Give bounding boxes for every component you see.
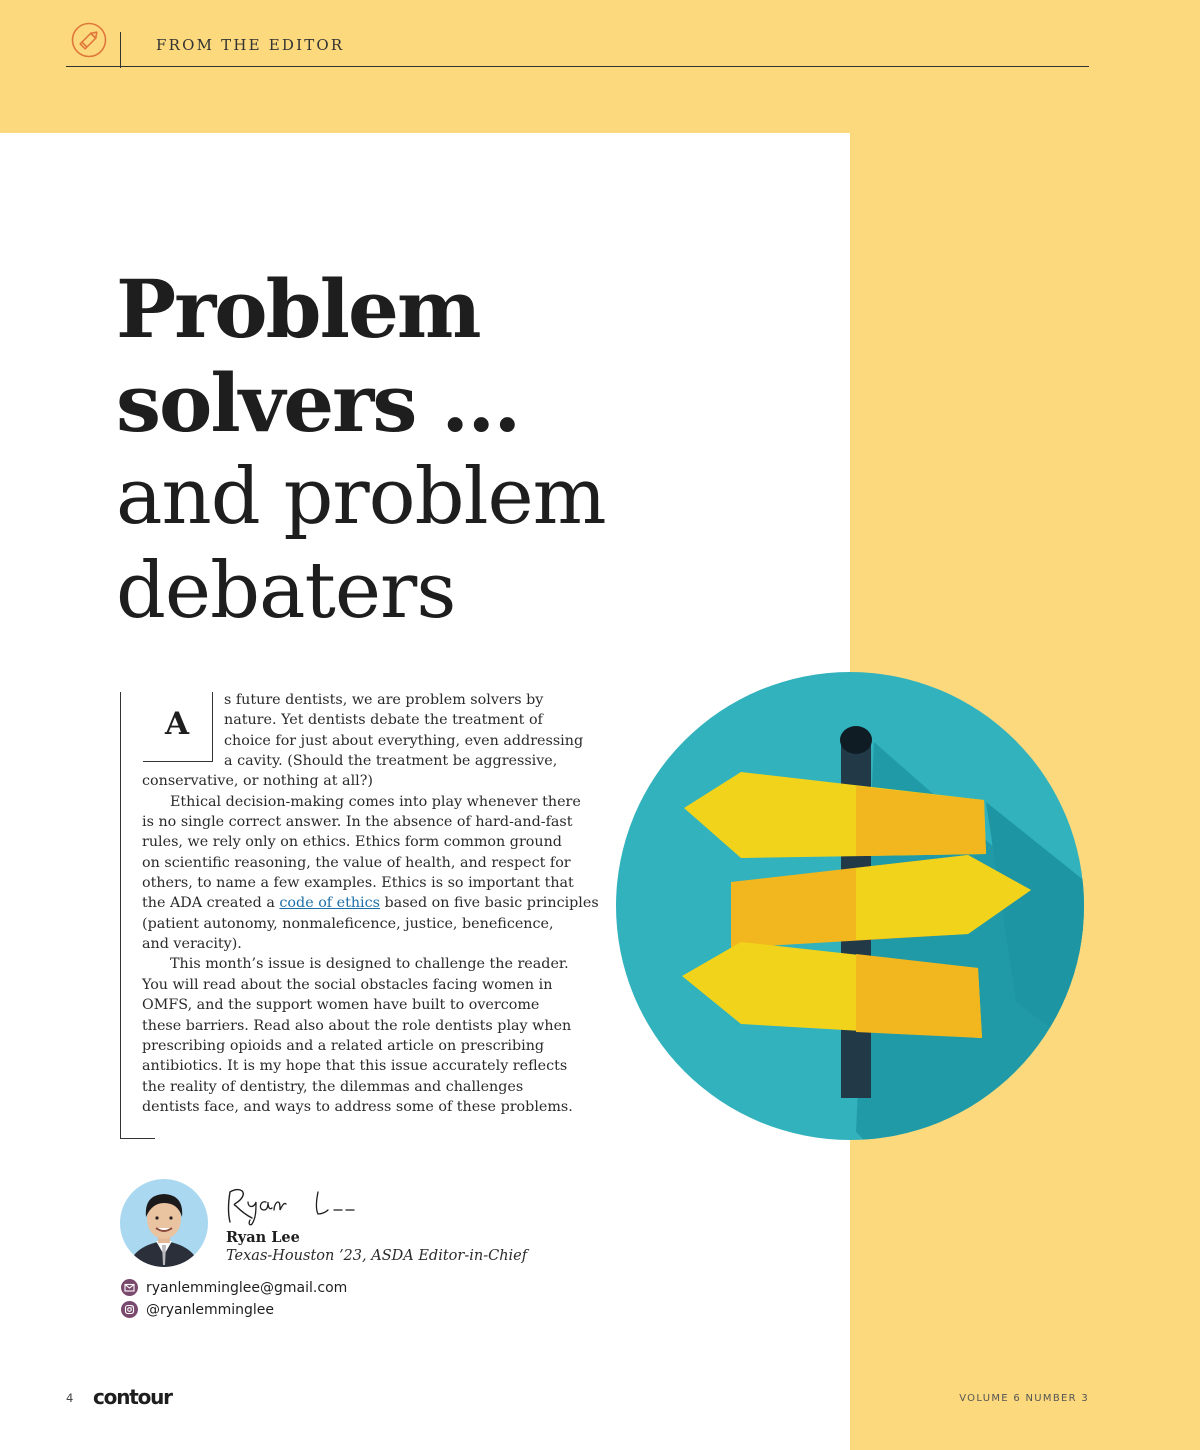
body-line: s future dentists, we are problem solvers by	[224, 692, 544, 708]
author-signature	[222, 1180, 362, 1228]
envelope-icon	[121, 1279, 138, 1296]
body-line: prescribing opioids and a related article on prescribing	[142, 1037, 545, 1054]
body-line: these barriers. Read also about the role dentists play when	[142, 1017, 572, 1034]
header-divider	[120, 32, 121, 68]
drop-cap-letter: A	[165, 706, 190, 742]
body-line: dentists face, and ways to address some of these problems.	[142, 1098, 573, 1115]
article-title	[116, 262, 816, 638]
body-line: choice for just about everything, even addressing	[224, 732, 584, 749]
body-line: a cavity. (Should the treatment be aggressive,	[224, 753, 558, 770]
social-handle[interactable]: @ryanlemminglee	[146, 1301, 275, 1318]
body-line: conservative, or nothing at all?)	[142, 773, 373, 790]
link-lead-text: the ADA created a	[142, 895, 280, 912]
body-line: (patient autonomy, nonmaleficence, justice, beneficence,	[142, 915, 554, 932]
email-contact[interactable]	[121, 1279, 347, 1296]
body-line: on scientific reasoning, the value of health, and respect for	[142, 854, 571, 871]
body-line: antibiotics. It is my hope that this issue accurately reflects	[142, 1058, 568, 1075]
page-number: 4	[66, 1391, 74, 1405]
contour-logo: contour	[93, 1385, 172, 1409]
title-line-1: Problem	[116, 262, 480, 356]
title-line-3: and problem	[116, 452, 606, 542]
body-line: rules, we rely only on ethics. Ethics form common ground	[142, 834, 562, 851]
header-rule	[66, 66, 1089, 67]
body-line: the reality of dentistry, the dilemmas and challenges	[142, 1078, 524, 1095]
section-label: FROM THE EDITOR	[156, 36, 345, 54]
author-avatar	[120, 1179, 208, 1267]
volume-label: VOLUME 6 NUMBER 3	[959, 1393, 1089, 1404]
link-trail-text: based on five basic principles	[379, 895, 599, 912]
body-line-with-link	[142, 893, 599, 913]
body-line: This month’s issue is designed to challenge the reader.	[170, 956, 569, 973]
body-frame-left	[120, 692, 121, 1139]
title-line-2: solvers …	[116, 356, 520, 450]
header-band	[0, 0, 1200, 133]
title-line-4: debaters	[116, 546, 456, 636]
body-line: is no single correct answer. In the absence of hard-and-fast	[142, 814, 573, 831]
author-name: Ryan Lee	[226, 1229, 300, 1246]
body-line: and veracity).	[142, 936, 242, 953]
pencil-icon	[71, 22, 107, 58]
code-of-ethics-link[interactable]: code of ethics	[279, 895, 380, 912]
body-line: others, to name a few examples. Ethics is so important that	[142, 875, 574, 892]
body-frame-bottom	[120, 1138, 155, 1139]
signpost-illustration	[616, 672, 1084, 1140]
email-address[interactable]: ryanlemminglee@gmail.com	[146, 1279, 348, 1296]
body-line: Ethical decision-making comes into play whenever there	[170, 793, 581, 810]
social-contact[interactable]	[121, 1301, 274, 1318]
article-body	[142, 690, 599, 1117]
body-line: You will read about the social obstacles facing women in	[142, 976, 553, 993]
instagram-icon	[121, 1301, 138, 1318]
body-line: nature. Yet dentists debate the treatment of	[224, 712, 543, 729]
body-line: OMFS, and the support women have built to overcome	[142, 997, 540, 1014]
author-title: Texas-Houston ’23, ASDA Editor-in-Chief	[226, 1248, 528, 1264]
